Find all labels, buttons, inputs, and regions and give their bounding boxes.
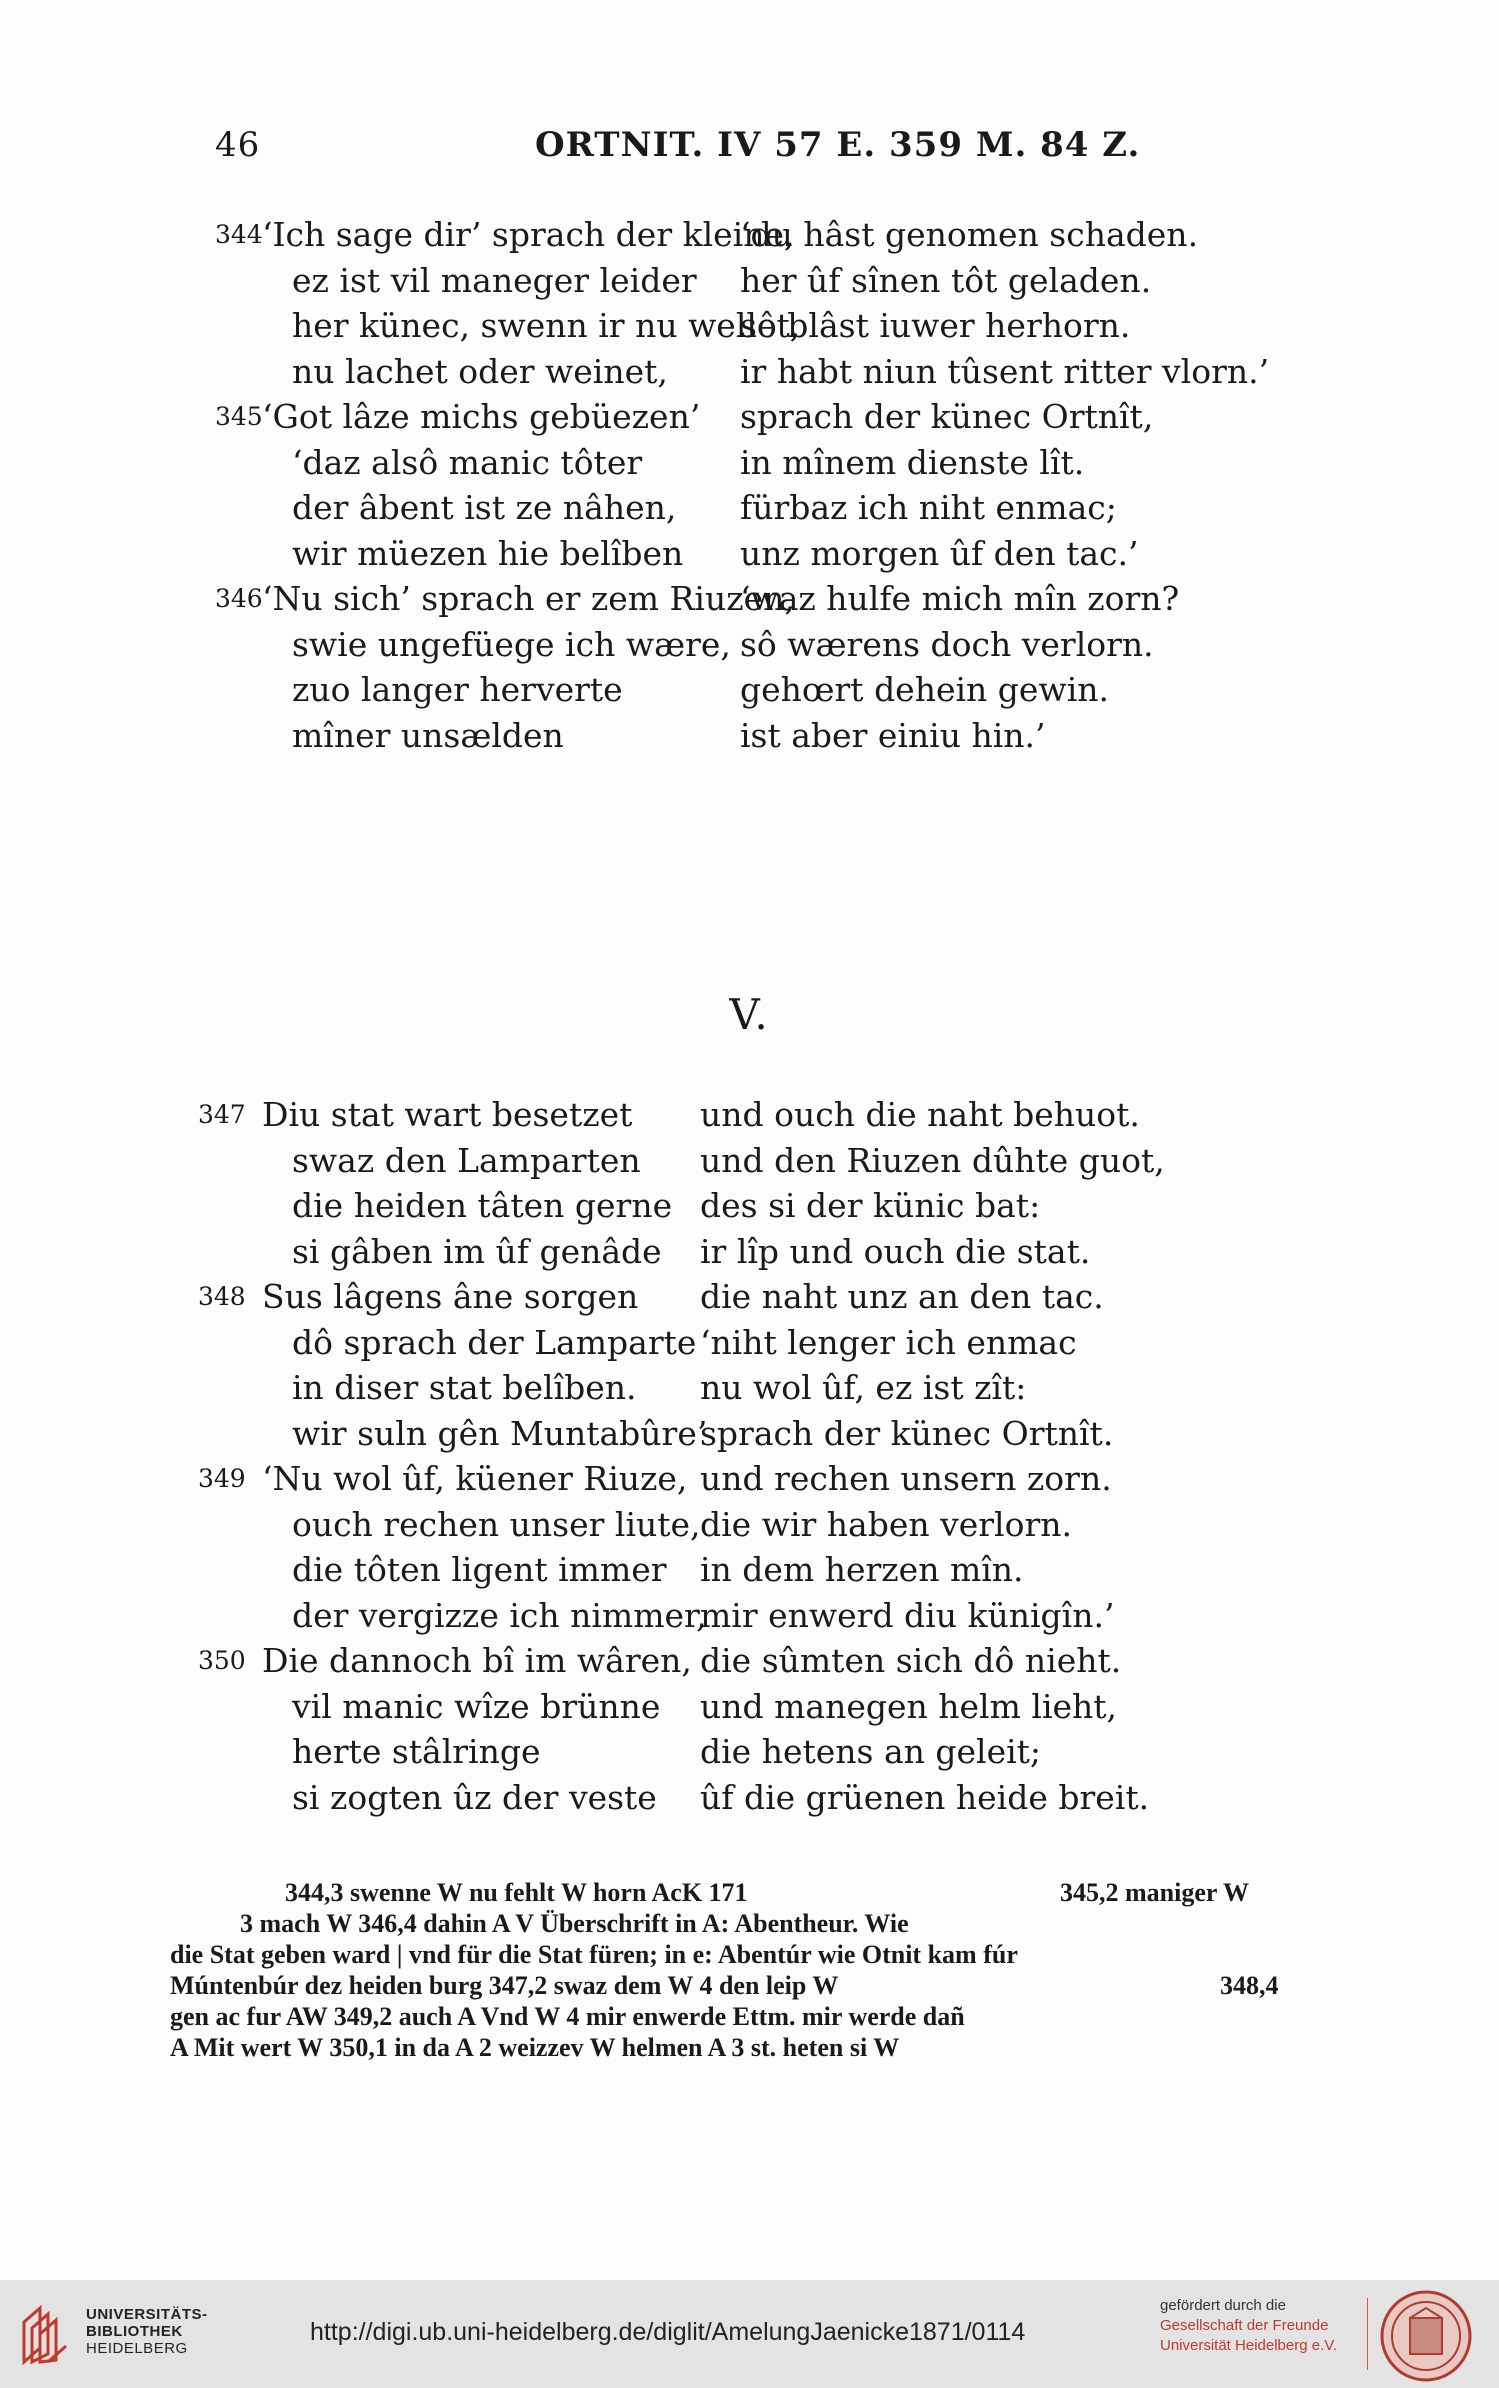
verse-first-half: der vergizze ich nimmer, (292, 1595, 707, 1635)
verse-line (0, 1638, 1499, 1684)
verse-second-half: und ouch die naht behuot. (700, 1095, 1140, 1134)
running-title: ORTNIT. IV 57 E. 359 M. 84 Z. (535, 125, 1141, 165)
note-line (170, 1970, 1310, 2001)
note-text: 348,4 (1220, 1971, 1279, 2000)
verse-line (0, 622, 1499, 668)
verse-second-half: sprach der künec Ortnît, (740, 397, 1154, 436)
sponsor-note: gefördert durch die Gesellschaft der Freunde Universität Heidelberg e.V. (1160, 2297, 1338, 2354)
verse-line (0, 1684, 1499, 1730)
verse-second-half: ‘du hâst genomen schaden. (740, 215, 1199, 254)
verse-line (0, 349, 1499, 395)
verse-first-half: ‘daz alsô manic tôter (292, 442, 643, 482)
verse-first-half: ouch rechen unser liute, (292, 1504, 701, 1544)
verse-second-half: ‘waz hulfe mich mîn zorn? (740, 579, 1180, 618)
verse-line (0, 485, 1499, 531)
note-line (170, 2032, 1310, 2063)
verse-second-half: ir lîp und ouch die stat. (700, 1231, 1091, 1271)
verse-second-half: ûf die grüenen heide breit. (700, 1777, 1150, 1817)
verse-line (0, 1183, 1499, 1229)
verse-first-half: mîner unsælden (292, 715, 564, 755)
verse-line (0, 303, 1499, 349)
verse-line (0, 1547, 1499, 1593)
verse-line (0, 1138, 1499, 1184)
verse-first-half: vil manic wîze brünne (292, 1686, 661, 1726)
verse-first-half: dô sprach der Lamparte (292, 1322, 697, 1362)
verse-first-half: si zogten ûz der veste (292, 1777, 657, 1817)
verse-line (0, 1729, 1499, 1775)
verse-first-half: her künec, swenn ir nu wellet, (292, 306, 801, 345)
stanza-number: 348 (198, 1282, 246, 1311)
footer-bar (0, 2280, 1499, 2388)
verse-first-half: ‘Got lâze michs gebüezen’ (262, 397, 701, 436)
verse-first-half: die heiden tâten gerne (292, 1186, 673, 1225)
verse-first-half: die tôten ligent immer (292, 1550, 667, 1589)
verse-line (0, 1775, 1499, 1821)
verse-second-half: die wir haben verlorn. (700, 1504, 1072, 1544)
verse-second-half: und manegen helm lieht, (700, 1686, 1118, 1726)
verse-first-half: herte stâlringe (292, 1732, 541, 1771)
verse-second-half: nu wol ûf, ez ist zît: (700, 1368, 1027, 1407)
critical-apparatus (170, 1877, 1310, 2063)
note-text: 345,2 maniger W (1060, 1878, 1249, 1907)
verse-first-half: si gâben im ûf genâde (292, 1231, 662, 1271)
verse-first-half: ez ist vil maneger leider (292, 260, 697, 300)
verse-second-half: sô wærens doch verlorn. (740, 624, 1154, 664)
verse-line (0, 1411, 1499, 1457)
note-text: 344,3 swenne W nu fehlt W horn AcK 171 (285, 1878, 748, 1907)
note-text: A Mit wert W 350,1 in da A 2 weizzev W helmen A 3 st. heten si W (170, 2033, 900, 2062)
verse-line (0, 1456, 1499, 1502)
verse-second-half: gehœrt dehein gewin. (740, 670, 1109, 709)
note-line (170, 2001, 1310, 2032)
verse-second-half: ist aber einiu hin.’ (740, 715, 1046, 755)
stanza-number: 350 (198, 1646, 246, 1675)
stanza-number: 347 (198, 1100, 246, 1129)
note-line (170, 1877, 1310, 1908)
stanza-number: 349 (198, 1464, 246, 1493)
stanza-number: 345 (215, 402, 263, 431)
page-number: 46 (215, 125, 261, 165)
verse-second-half: unz morgen ûf den tac.’ (740, 533, 1139, 573)
verse-first-half: swie ungefüege ich wære, (292, 624, 731, 664)
verse-first-half: wir müezen hie belîben (292, 533, 684, 573)
verse-first-half: der âbent ist ze nâhen, (292, 488, 677, 527)
verse-line (0, 1365, 1499, 1411)
note-text: gen ac fur AW 349,2 auch A Vnd W 4 mir enwerde Ettm. mir werde dañ (170, 2002, 965, 2031)
verse-line (0, 1229, 1499, 1275)
verse-line (0, 531, 1499, 577)
verse-second-half: die naht unz an den tac. (700, 1277, 1104, 1316)
verse-second-half: die hetens an geleit; (700, 1732, 1042, 1771)
permalink-url[interactable]: http://digi.ub.uni-heidelberg.de/diglit/AmelungJaenicke1871/0114 (310, 2318, 1026, 2346)
verse-second-half: in dem herzen mîn. (700, 1550, 1024, 1589)
footer-divider (1367, 2298, 1368, 2370)
verse-second-half: und den Riuzen dûhte guot, (700, 1140, 1165, 1180)
verse-second-half: fürbaz ich niht enmac; (740, 488, 1117, 527)
verse-second-half: mir enwerd diu künigîn.’ (700, 1595, 1115, 1635)
verse-second-half: sô blâst iuwer herhorn. (740, 306, 1131, 345)
verse-line (0, 394, 1499, 440)
verse-second-half: ir habt niun tûsent ritter vlorn.’ (740, 351, 1270, 391)
verse-second-half: und rechen unsern zorn. (700, 1459, 1112, 1498)
stanza-number: 344 (215, 220, 263, 249)
verse-first-half: Diu stat wart besetzet (262, 1095, 633, 1134)
verse-line (0, 258, 1499, 304)
note-text: 3 mach W 346,4 dahin A V Überschrift in A: Abentheur. Wie (240, 1909, 909, 1938)
verse-line (0, 667, 1499, 713)
verse-second-half: ‘niht lenger ich enmac (700, 1322, 1077, 1362)
verse-line (0, 1274, 1499, 1320)
verse-first-half: in diser stat belîben. (292, 1368, 637, 1407)
verse-line (0, 576, 1499, 622)
verse-first-half: swaz den Lamparten (292, 1140, 641, 1180)
verse-first-half: ‘Ich sage dir’ sprach der kleine, (262, 215, 795, 254)
note-line (170, 1908, 1310, 1939)
verse-line (0, 1092, 1499, 1138)
note-text: Múntenbúr dez heiden burg 347,2 swaz dem W 4 den leip W (170, 1971, 839, 2000)
library-name: UNIVERSITÄTS- BIBLIOTHEK HEIDELBERG (86, 2306, 208, 2357)
verse-line (0, 713, 1499, 759)
verse-second-half: die sûmten sich dô nieht. (700, 1641, 1122, 1680)
verse-first-half: wir suln gên Muntabûre’ (292, 1413, 708, 1453)
verse-first-half: ‘Nu wol ûf, küener Riuze, (262, 1459, 688, 1498)
verse-first-half: nu lachet oder weinet, (292, 351, 668, 391)
verse-line (0, 1320, 1499, 1366)
verse-first-half: Die dannoch bî im wâren, (262, 1641, 692, 1680)
verse-second-half: des si der künic bat: (700, 1186, 1041, 1225)
verse-line (0, 1502, 1499, 1548)
verse-first-half: zuo langer herverte (292, 670, 623, 709)
verse-line (0, 1593, 1499, 1639)
verse-line (0, 440, 1499, 486)
verse-first-half: ‘Nu sich’ sprach er zem Riuzen, (262, 579, 795, 618)
note-line (170, 1939, 1310, 1970)
verse-second-half: her ûf sînen tôt geladen. (740, 260, 1152, 300)
verse-first-half: Sus lâgens âne sorgen (262, 1277, 639, 1316)
verse-line (0, 212, 1499, 258)
stanza-number: 346 (215, 584, 263, 613)
note-text: die Stat geben ward | vnd für die Stat füren; in e: Abentúr wie Otnit kam fúr (170, 1940, 1018, 1969)
university-seal-icon (1378, 2288, 1474, 2384)
university-library-logo-icon (18, 2302, 74, 2366)
verse-second-half: sprach der künec Ortnît. (700, 1413, 1114, 1453)
section-heading: V. (729, 990, 770, 1039)
verse-second-half: in mînem dienste lît. (740, 442, 1085, 482)
